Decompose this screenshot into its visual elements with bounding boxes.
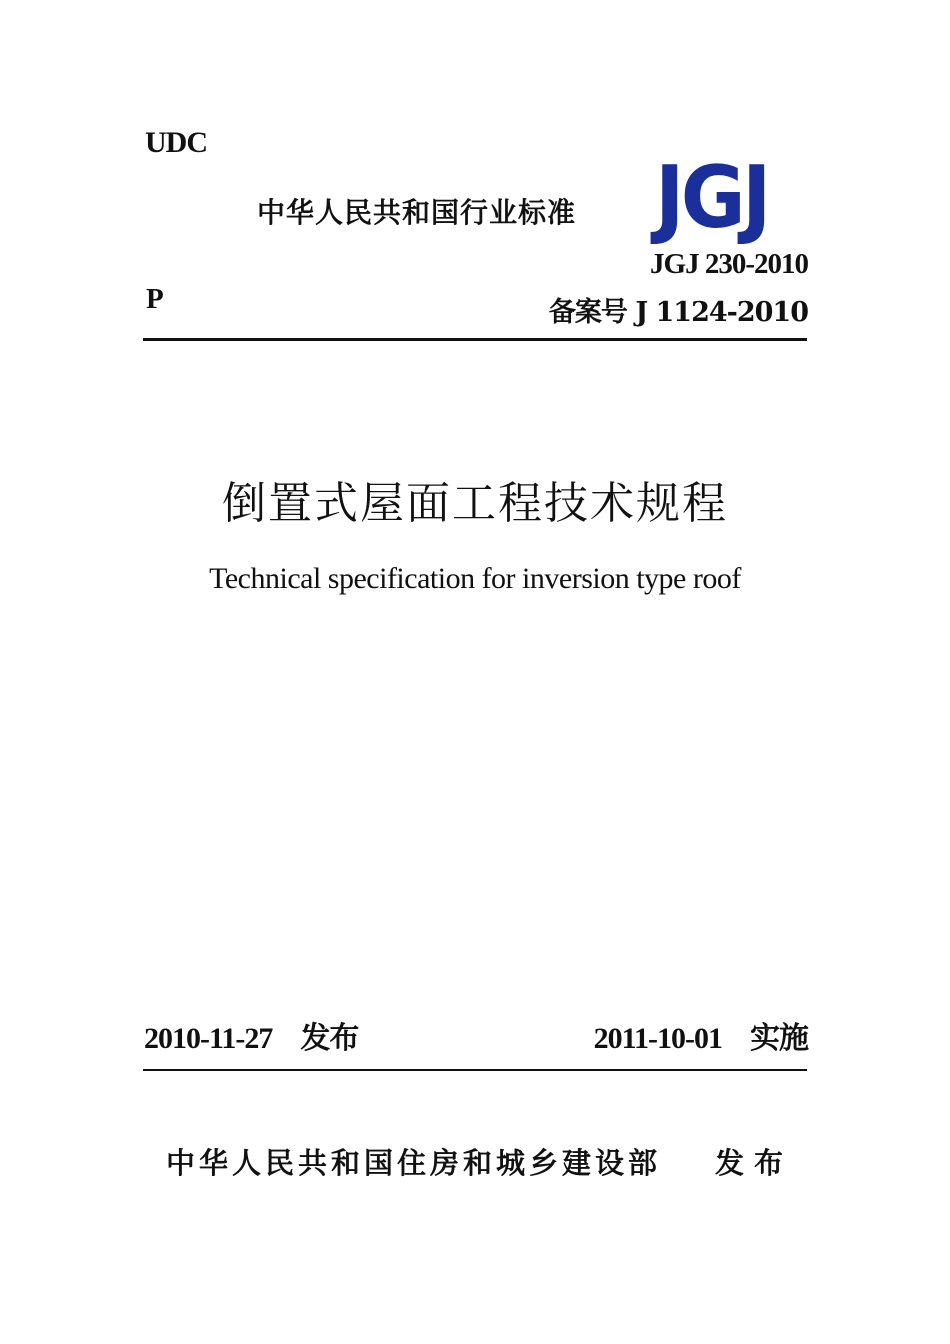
document-title-chinese: 倒置式屋面工程技术规程 [222, 478, 728, 529]
industry-standard-heading: 中华人民共和国行业标准 [257, 196, 577, 229]
issuing-action: 发布 [715, 1146, 794, 1180]
classification-label: P [146, 283, 164, 315]
issue-date-block [144, 1013, 358, 1057]
effective-date-block [594, 1013, 808, 1057]
issue-date: 2010-11-27 [144, 1022, 273, 1055]
jgj-logo: JGJ [655, 148, 768, 248]
issue-label: 发布 [300, 1022, 359, 1055]
bottom-divider [143, 1069, 807, 1071]
issuing-ministry: 中华人民共和国住房和城乡建设部 [166, 1146, 662, 1180]
effective-date: 2011-10-01 [593, 1022, 722, 1055]
record-number: 备案号 J 1124-2010 [548, 297, 808, 328]
top-divider [143, 338, 807, 341]
udc-label: UDC [145, 126, 207, 159]
document-title-english: Technical specification for inversion type roof [209, 562, 741, 595]
standard-number: JGJ 230-2010 [650, 248, 808, 280]
effective-label: 实施 [750, 1022, 808, 1055]
